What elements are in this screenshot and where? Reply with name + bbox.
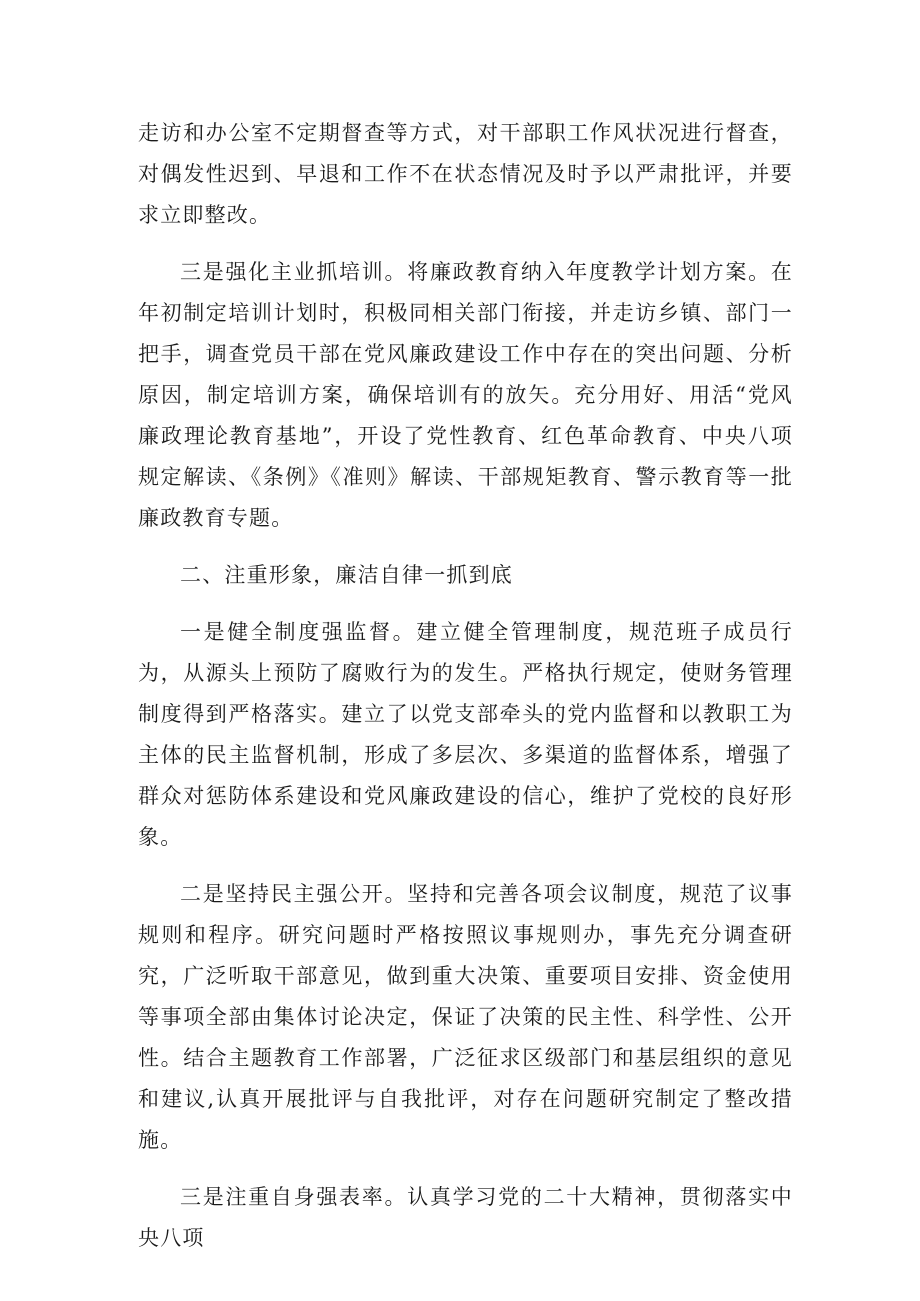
section-heading: 二、注重形象，廉洁自律一抓到底 (180, 563, 513, 587)
document-body (138, 113, 793, 1275)
paragraph-2: 三是强化主业抓培训。将廉政教育纳入年度教学计划方案。在年初制定培训计划时，积极同相关部门衔接，并走访乡镇、部门一把手，调查党员干部在党风廉政建设工作中存在的突出问题、分析原因，制定培训方案，确保培训有的放矢。充分用好、用活“党风廉政理论教育基地”，开设了党性教育、红色革命教育、中央八项规定解读、《条例》《准则》解读、干部规矩教育、警示教育等一批廉政教育专题。 (138, 260, 793, 530)
paragraph-1: 走访和办公室不定期督查等方式，对干部职工作风状况进行督查，对偶发性迟到、早退和工作不在状态情况及时予以严肃批评，并要求立即整改。 (138, 121, 793, 227)
paragraph-5: 三是注重自身强表率。认真学习党的二十大精神，贯彻落实中央八项 (138, 1185, 793, 1250)
paragraph-3: 一是健全制度强监督。建立健全管理制度，规范班子成员行为，从源头上预防了腐败行为的发生。严格执行规定，使财务管理制度得到严格落实。建立了以党支部牵头的党内监督和以教职工为主体的民主监督机制，形成了多层次、多渠道的监督体系，增强了群众对惩防体系建设和党风廉政建设的信心，维护了党校的良好形象。 (138, 620, 793, 849)
paragraph-4: 二是坚持民主强公开。坚持和完善各项会议制度，规范了议事规则和程序。研究问题时严格按照议事规则办，事先充分调查研究，广泛听取干部意见，做到重大决策、重要项目安排、资金使用等事项全部由集体讨论决定，保证了决策的民主性、科学性、公开性。结合主题教育工作部署，广泛征求区级部门和基层组织的意见和建议,认真开展批评与自我批评，对存在问题研究制定了整改措施。 (138, 882, 793, 1152)
